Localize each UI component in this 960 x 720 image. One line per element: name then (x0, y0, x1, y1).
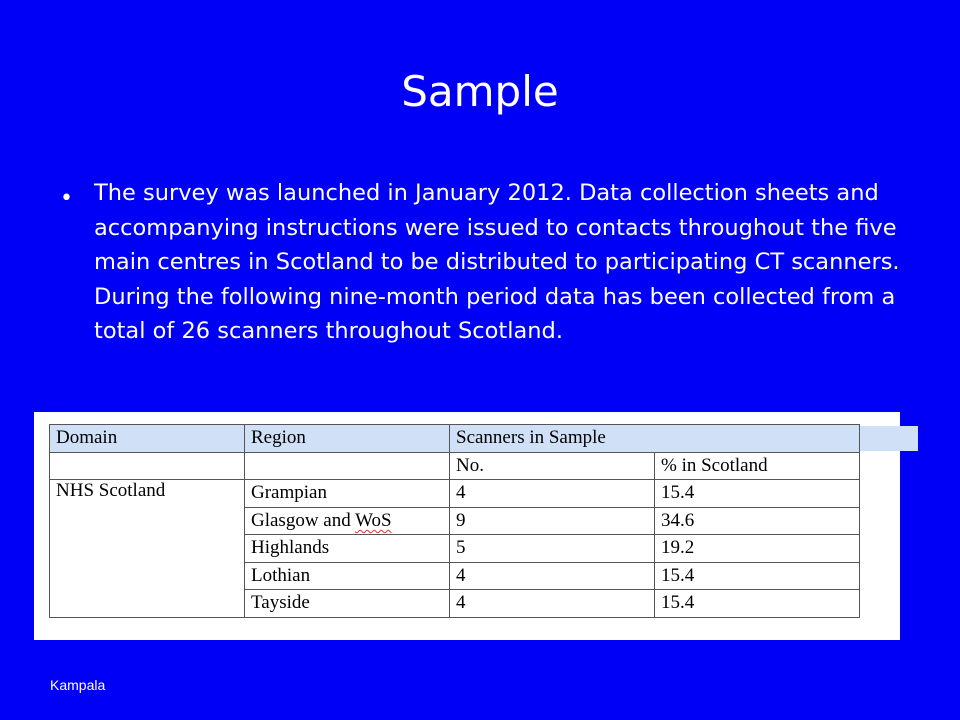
header-domain: Domain (50, 425, 245, 453)
slide-title: Sample (401, 67, 559, 116)
header-region: Region (245, 425, 450, 453)
scanner-table (49, 424, 860, 618)
table-header-row (50, 425, 860, 453)
spellcheck-word: WoS (355, 509, 392, 531)
table-row (50, 480, 860, 508)
bullet-text: The survey was launched in January 2012. Data collection sheets and accompanying instructions were issued to contacts throughout the five main centres in Scotland to be distributed to participating CT scanners. During the following nine-month period data has been collected from a total of 26 scanners throughout Scotland. (94, 180, 900, 344)
header-scanners-in-sample: Scanners in Sample (450, 425, 860, 453)
pct-cell: 34.6 (655, 507, 860, 535)
pct-cell: 15.4 (655, 562, 860, 590)
header-pct: % in Scotland (655, 452, 860, 480)
region-cell: Tayside (245, 590, 450, 618)
no-cell: 4 (450, 480, 655, 508)
no-cell: 9 (450, 507, 655, 535)
pct-cell: 15.4 (655, 480, 860, 508)
table-subheader-row (50, 452, 860, 480)
table-image (34, 412, 900, 640)
empty-cell (50, 452, 245, 480)
domain-cell: NHS Scotland (50, 480, 245, 618)
empty-cell (245, 452, 450, 480)
region-cell: Lothian (245, 562, 450, 590)
bullet-list (60, 176, 920, 349)
region-cell: Grampian (245, 480, 450, 508)
pct-cell: 15.4 (655, 590, 860, 618)
no-cell: 4 (450, 562, 655, 590)
no-cell: 4 (450, 590, 655, 618)
region-cell (245, 507, 450, 535)
region-cell: Highlands (245, 535, 450, 563)
header-no: No. (450, 452, 655, 480)
footer-text: Kampala (50, 677, 106, 693)
no-cell: 5 (450, 535, 655, 563)
bullet-dot-icon: • (60, 186, 73, 211)
region-text: Glasgow and (251, 509, 356, 531)
pct-cell: 19.2 (655, 535, 860, 563)
